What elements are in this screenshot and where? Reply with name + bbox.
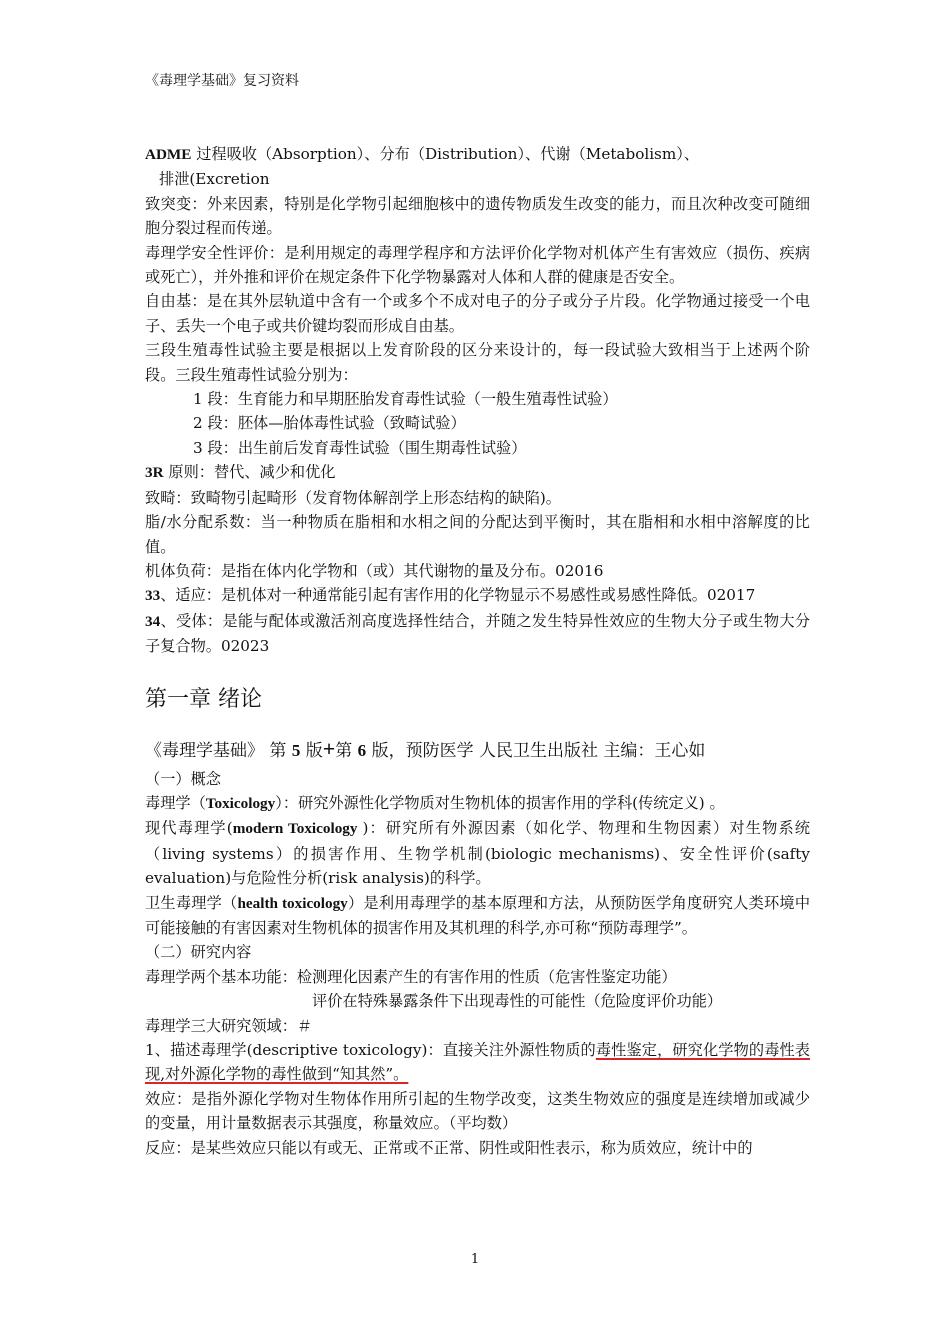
stage-item: 1 段：生育能力和早期胚胎发育毒性试验（一般生殖毒性试验） <box>193 390 618 409</box>
paragraph-safety-evaluation: 毒理学安全性评价：是利用规定的毒理学程序和方法评价化学物对机体产生有害效应（损伤、疾病或死亡），并外推和评价在规定条件下化学物暴露对人体和人群的健康是否安全。 <box>145 243 810 287</box>
paragraph-adaptation <box>145 583 810 608</box>
paragraph-receptor <box>145 609 810 659</box>
text: ）是利用毒理学的基本原理和方法，从预防医学角度研究人类环境中可能接触的有害因素对生物机体的损害作用及其机理的科学,亦可称“预防毒理学”。 <box>145 893 811 937</box>
term-3r: 3R <box>145 464 164 482</box>
chapter-title: 第一章 绪论 <box>145 686 262 712</box>
edition-number: 6 <box>357 740 367 760</box>
section-heading-concepts: （一）概念 <box>145 769 221 788</box>
item-number: 34 <box>145 612 161 630</box>
text: )：研究所有外源因素（如化学、物理和生物因素）对生物系统（living systems）的损害作用、生物学机制(biologic mechanisms)、安全性评价(safty evaluation)与危险性分析(risk analysis)的科学。 <box>145 819 810 888</box>
text: ）：研究外源性化学物质对生物机体的损害作用的学科(传统定义) 。 <box>275 793 725 812</box>
paragraph-two-functions-continued: 评价在特殊暴露条件下出现毒性的可能性（危险度评价功能） <box>312 992 723 1011</box>
section-heading-research-content: （二）研究内容 <box>145 943 252 962</box>
paragraph-free-radical: 自由基：是在其外层轨道中含有一个或多个不成对电子的分子或分子片段。化学物通过接受一个电子、丢失一个电子或共价键均裂而形成自由基。 <box>145 292 810 335</box>
paragraph-body-burden: 机体负荷：是指在体内化学物和（或）其代谢物的量及分布。02016 <box>145 561 604 580</box>
book-text: 版，预防医学 人民卫生出版社 主编：王心如 <box>366 740 706 761</box>
stage-item: 3 段：出生前后发育毒性试验（围生期毒性试验） <box>193 438 527 457</box>
text: 毒理学（ <box>145 793 206 812</box>
paragraph-health-toxicology <box>145 891 810 941</box>
adme-text: 过程吸收（Absorption）、分布（Distribution）、代谢（Metabolism）、 <box>191 145 700 163</box>
book-text: 《毒理学基础》 第 <box>145 740 292 761</box>
term-toxicology: Toxicology <box>205 794 276 812</box>
stage-item: 2 段：胚体—胎体毒性试验（致畸试验） <box>193 414 466 433</box>
document-body <box>145 142 810 1160</box>
paragraph-toxicology <box>145 791 810 816</box>
book-text: 版 <box>300 740 323 761</box>
3r-text: 原则：替代、减少和优化 <box>163 463 336 482</box>
item-number: 33 <box>145 587 161 605</box>
paragraph-modern-toxicology <box>145 816 810 890</box>
adaptation-text: 、适应：是机体对一种通常能引起有害作用的化学物显示不易感性或易感性降低。02017 <box>160 586 756 605</box>
paragraph-three-fields: 毒理学三大研究领域：＃ <box>145 1016 313 1035</box>
paragraph-two-functions: 毒理学两个基本功能：检测理化因素产生的有害作用的性质（危害性鉴定功能） <box>145 967 677 986</box>
paragraph-adme-continued: 排泄(Excretion <box>159 170 270 189</box>
receptor-text: 、受体：是能与配体或激活剂高度选择性结合，并随之发生特异性效应的生物大分子或生物大分子复合物。02023 <box>145 611 810 656</box>
edition-number: 5 <box>291 740 301 760</box>
paragraph-3r <box>145 460 810 485</box>
page-header: 《毒理学基础》复习资料 <box>145 73 299 89</box>
term-modern-toxicology: modern Toxicology <box>232 820 363 838</box>
paragraph-adme <box>145 142 810 167</box>
page-number: 1 <box>470 1252 480 1267</box>
term-health-toxicology: health toxicology <box>237 894 348 912</box>
paragraph-mutagenesis: 致突变：外来因素，特别是化学物引起细胞核中的遗传物质发生改变的能力，而且次种改变可随细胞分裂过程而传递。 <box>145 194 810 238</box>
paragraph-partition-coefficient: 脂/水分配系数：当一种物质在脂相和水相之间的分配达到平衡时，其在脂相和水相中溶解度的比值。 <box>145 513 810 556</box>
plus-sign: + <box>322 735 336 761</box>
book-text: 第 <box>335 740 358 761</box>
text: 现代毒理学( <box>145 819 233 838</box>
paragraph-three-stage-test: 三段生殖毒性试验主要是根据以上发育阶段的区分来设计的，每一段试验大致相当于上述两个阶段。三段生殖毒性试验分别为： <box>145 341 810 384</box>
paragraph-response: 反应：是某些效应只能以有或无、正常或不正常、阴性或阳性表示，称为质效应，统计中的 <box>145 1138 753 1157</box>
term-adme: ADME <box>145 146 192 163</box>
underlined-text: 毒性鉴定，研究化学物的毒性表现,对外源化学物的毒性做到“知其然”。 <box>145 1041 810 1084</box>
paragraph-teratogenesis: 致畸：致畸物引起畸形（发育物体解剖学上形态结构的缺陷)。 <box>145 488 561 507</box>
text: 卫生毒理学（ <box>145 893 238 912</box>
paragraph-descriptive-toxicology <box>145 1038 810 1087</box>
text: 1、描述毒理学(descriptive toxicology)：直接关注外源性物质的 <box>145 1041 596 1059</box>
paragraph-effect: 效应：是指外源化学物对生物体作用所引起的生物学改变，这类生物效应的强度是连续增加或减少的变量，用计量数据表示其强度，称量效应。（平均数） <box>145 1089 810 1133</box>
book-info <box>145 735 810 765</box>
